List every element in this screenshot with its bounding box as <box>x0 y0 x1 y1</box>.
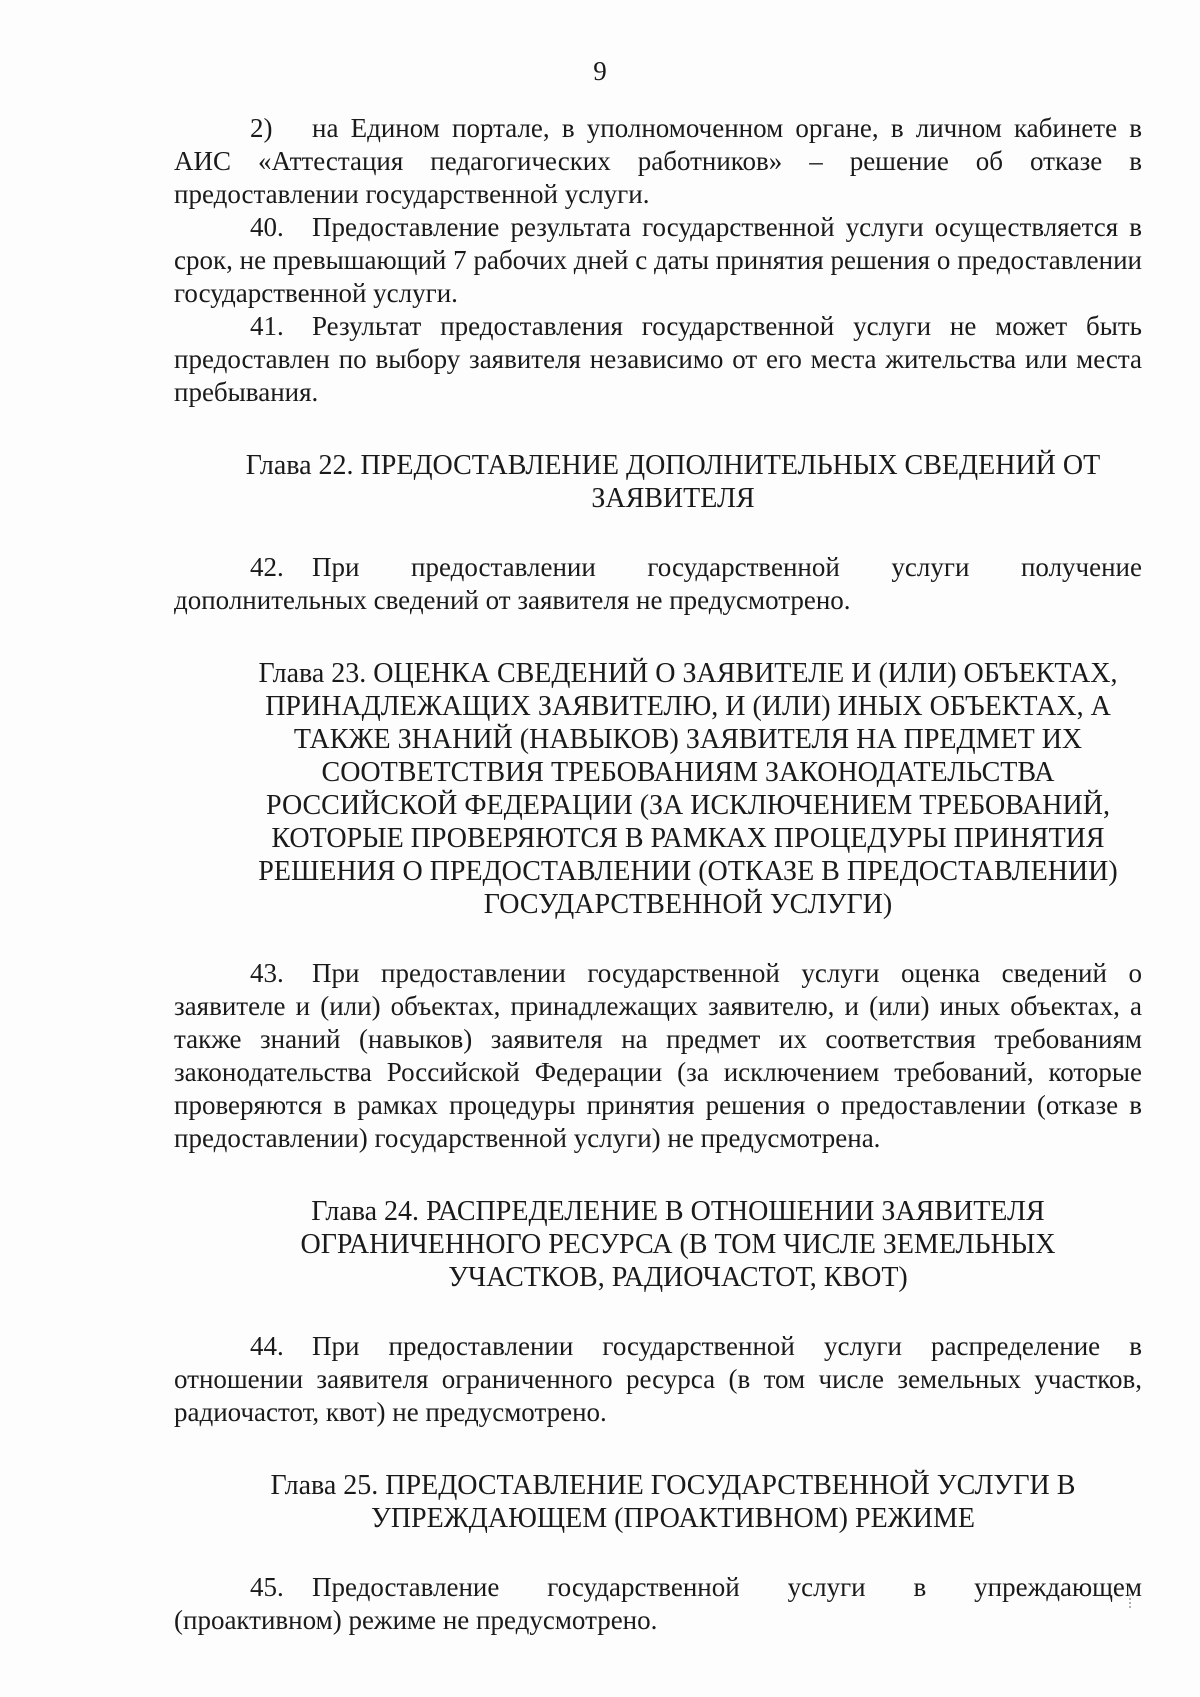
paragraph-41 <box>174 310 1142 409</box>
scan-artifact-mark <box>1129 1594 1133 1608</box>
paragraph-number: 44. <box>250 1331 284 1361</box>
paragraph-text: Результат предоставления государственной услуги не может быть предоставлен по выбору заявителя независимо от его места жительства или места пребывания. <box>174 311 1142 407</box>
paragraph-45 <box>174 1571 1142 1637</box>
page-number: 9 <box>593 56 607 86</box>
paragraph-number: 41. <box>250 311 284 341</box>
paragraph-text: При предоставлении государственной услуги распределение в отношении заявителя ограниченного ресурса (в том числе земельных участков, радиочастот, квот) не предусмотрено. <box>174 1331 1142 1427</box>
paragraph-number: 43. <box>250 958 284 988</box>
paragraph-text: Предоставление результата государственной услуги осуществляется в срок, не превышающий 7 рабочих дней с даты принятия решения о предоставлении государственной услуги. <box>174 212 1142 308</box>
chapter-24-heading: Глава 24. РАСПРЕДЕЛЕНИЕ В ОТНОШЕНИИ ЗАЯВИТЕЛЯ ОГРАНИЧЕННОГО РЕСУРСА (В ТОМ ЧИСЛЕ ЗЕМЕЛЬНЫХ УЧАСТКОВ, РАДИОЧАСТОТ, КВОТ) <box>300 1196 1056 1293</box>
paragraph-44 <box>174 1330 1142 1429</box>
paragraph-number: 45. <box>250 1572 284 1602</box>
paragraph-text: Предоставление государственной услуги в упреждающем (проактивном) режиме не предусмотрено. <box>174 1572 1142 1635</box>
paragraph-number: 2) <box>250 113 273 143</box>
paragraph-2 <box>174 112 1142 211</box>
paragraph-text: При предоставлении государственной услуги получение дополнительных сведений от заявителя не предусмотрено. <box>174 552 1142 615</box>
paragraph-text: При предоставлении государственной услуги оценка сведений о заявителе и (или) объектах, принадлежащих заявителю, и (или) иных объектах, а также знаний (навыков) заявителя на предмет их соответствия требованиям законодательства Российской Федерации (за исключением требований, которые проверяются в рамках процедуры принятия решения о предоставлении (отказе в предоставлении) государственной услуги) не предусмотрена. <box>174 958 1142 1153</box>
paragraph-40 <box>174 211 1142 310</box>
document-body <box>174 112 1142 1637</box>
chapter-23-heading: Глава 23. ОЦЕНКА СВЕДЕНИЙ О ЗАЯВИТЕЛЕ И (ИЛИ) ОБЪЕКТАХ, ПРИНАДЛЕЖАЩИХ ЗАЯВИТЕЛЮ, И (ИЛИ) ИНЫХ ОБЪЕКТАХ, А ТАКЖЕ ЗНАНИЙ (НАВЫКОВ) ЗАЯВИТЕЛЯ НА ПРЕДМЕТ ИХ СООТВЕТСТВИЯ ТРЕБОВАНИЯМ ЗАКОНОДАТЕЛЬСТВА РОССИЙСКОЙ ФЕДЕРАЦИИ (ЗА ИСКЛЮЧЕНИЕМ ТРЕБОВАНИЙ, КОТОРЫЕ ПРОВЕРЯЮТСЯ В РАМКАХ ПРОЦЕДУРЫ ПРИНЯТИЯ РЕШЕНИЯ О ПРЕДОСТАВЛЕНИИ (ОТКАЗЕ В ПРЕДОСТАВЛЕНИИ) ГОСУДАРСТВЕННОЙ УСЛУГИ) <box>258 658 1118 920</box>
chapter-22-heading: Глава 22. ПРЕДОСТАВЛЕНИЕ ДОПОЛНИТЕЛЬНЫХ СВЕДЕНИЙ ОТ ЗАЯВИТЕЛЯ <box>245 450 1101 514</box>
paragraph-number: 40. <box>250 212 284 242</box>
paragraph-43 <box>174 957 1142 1155</box>
paragraph-42 <box>174 551 1142 617</box>
chapter-25-heading: Глава 25. ПРЕДОСТАВЛЕНИЕ ГОСУДАРСТВЕННОЙ УСЛУГИ В УПРЕЖДАЮЩЕМ (ПРОАКТИВНОМ) РЕЖИМЕ <box>270 1470 1076 1534</box>
paragraph-text: на Едином портале, в уполномоченном органе, в личном кабинете в АИС «Аттестация педагогических работников» – решение об отказе в предоставлении государственной услуги. <box>174 113 1142 209</box>
paragraph-number: 42. <box>250 552 284 582</box>
